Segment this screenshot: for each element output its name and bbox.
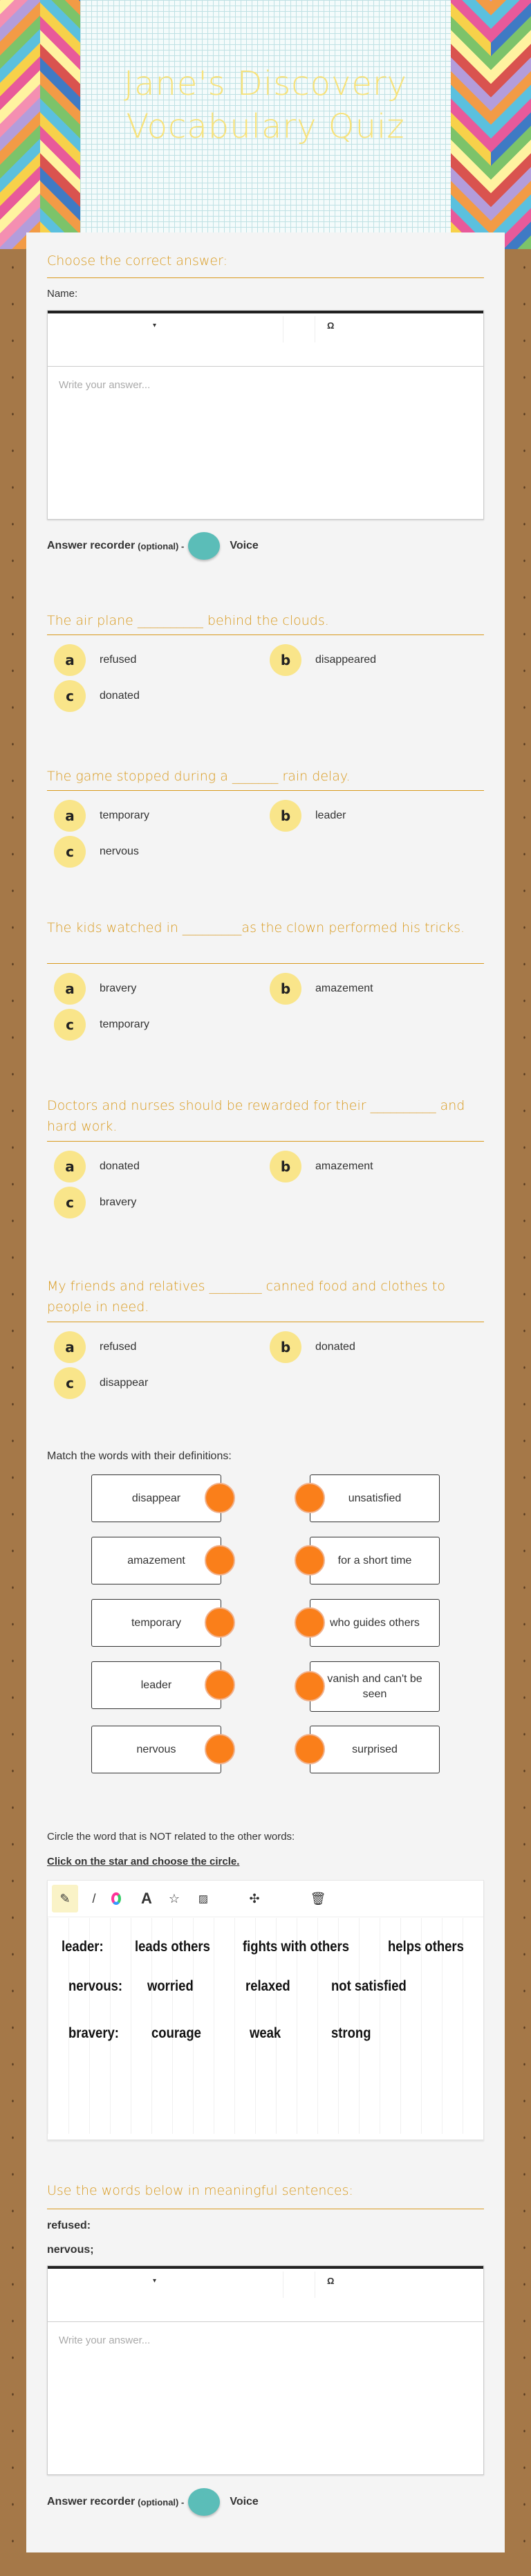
match-definition-box[interactable]: surprised [310, 1726, 440, 1773]
recorder-optional: (optional) - [138, 540, 185, 551]
canvas-word: courage [151, 2025, 201, 2041]
pencil-icon[interactable]: ✎ [52, 1885, 78, 1912]
match-connector-left[interactable] [205, 1607, 235, 1638]
option-letter-bubble[interactable]: c [54, 1009, 86, 1041]
voice-record-button[interactable] [188, 2488, 220, 2516]
answer-option[interactable] [54, 1151, 140, 1182]
match-word-box[interactable]: disappear [91, 1474, 221, 1522]
match-word-box[interactable]: temporary [91, 1599, 221, 1647]
question-text: Doctors and nurses should be rewarded for their __________ and hard work. [47, 1098, 465, 1134]
recorder-label: Answer recorder [47, 540, 136, 551]
answer-option[interactable] [270, 973, 373, 1005]
match-word-box[interactable]: nervous [91, 1726, 221, 1773]
option-letter-bubble[interactable]: b [270, 644, 301, 676]
page-title [80, 62, 451, 148]
option-letter-bubble[interactable]: c [54, 680, 86, 712]
chevron-stripes-right-inner [491, 0, 531, 249]
image-icon[interactable]: ▨ [198, 1893, 209, 1905]
match-connector-left[interactable] [205, 1545, 235, 1575]
option-text: amazement [315, 983, 373, 994]
divider [47, 634, 484, 635]
match-connector-left[interactable] [205, 1734, 235, 1764]
section-heading: Choose the correct answer: [47, 253, 227, 268]
text-tool-icon[interactable]: A [141, 1890, 152, 1907]
move-icon[interactable]: ✣ [249, 1891, 260, 1906]
match-definition-box[interactable]: who guides others [310, 1599, 440, 1647]
canvas-word: bravery: [68, 2025, 119, 2041]
option-text: donated [100, 1160, 140, 1172]
drawing-canvas [47, 1880, 484, 2140]
canvas-word: weak [250, 2025, 281, 2041]
match-connector-right[interactable] [295, 1671, 325, 1701]
answer-option[interactable] [54, 800, 149, 832]
match-word-box[interactable]: amazement [91, 1537, 221, 1584]
answer-option[interactable] [270, 1331, 355, 1363]
word-nervous: nervous; [47, 2244, 94, 2256]
voice-label: Voice [230, 540, 259, 551]
editor-toolbar [48, 2266, 483, 2322]
recorder-optional: (optional) - [138, 2496, 185, 2508]
answer-option[interactable] [54, 644, 136, 676]
worksheet-card [26, 232, 505, 2552]
canvas-word: relaxed [245, 1978, 290, 1994]
option-text: donated [315, 1341, 355, 1353]
question-text: The air plane __________ behind the clouds. [47, 613, 329, 628]
trash-icon[interactable]: 🗑 [310, 1891, 326, 1906]
option-letter-bubble[interactable]: a [54, 1331, 86, 1363]
answer-option[interactable] [270, 800, 346, 832]
format-dropdown-caret-icon[interactable]: ▾ [153, 322, 157, 329]
option-letter-bubble[interactable]: b [270, 973, 301, 1005]
chevron-stripes-left-inner [40, 0, 80, 249]
option-letter-bubble[interactable]: a [54, 973, 86, 1005]
title-line-1: Jane's Discovery [123, 64, 408, 103]
option-letter-bubble[interactable]: b [270, 1151, 301, 1182]
option-text: disappear [100, 1377, 149, 1389]
title-line-2: Vocabulary Quiz [126, 107, 405, 146]
answer-recorder [47, 532, 259, 560]
answer-option[interactable] [54, 973, 136, 1005]
answer-recorder [47, 2488, 259, 2516]
question-text: My friends and relatives ________ canned food and clothes to people in need. [47, 1279, 445, 1315]
match-heading: Match the words with their definitions: [47, 1450, 232, 1462]
option-text: refused [100, 1341, 137, 1353]
option-letter-bubble[interactable]: a [54, 800, 86, 832]
match-connector-right[interactable] [295, 1483, 325, 1513]
answer-option[interactable] [270, 644, 376, 676]
answer-textarea[interactable] [48, 367, 483, 519]
option-text: bravery [100, 1196, 137, 1208]
option-letter-bubble[interactable]: b [270, 800, 301, 832]
answer-textarea[interactable] [48, 2322, 483, 2474]
rich-text-editor [47, 310, 484, 520]
match-connector-left[interactable] [205, 1483, 235, 1513]
answer-option[interactable] [54, 836, 139, 868]
option-text: disappeared [315, 654, 377, 666]
answer-option[interactable] [270, 1151, 373, 1182]
match-definition-box[interactable]: for a short time [310, 1537, 440, 1584]
canvas-area[interactable] [48, 1918, 483, 2134]
option-text: donated [100, 690, 140, 702]
canvas-word: nervous: [68, 1978, 123, 1994]
question-text: The kids watched in _________as the clown performed his tricks. [47, 920, 465, 935]
option-text: temporary [100, 1018, 150, 1030]
option-text: refused [100, 654, 137, 666]
brush-icon[interactable]: / [92, 1891, 96, 1906]
match-word-box[interactable]: leader [91, 1661, 221, 1709]
option-text: temporary [100, 810, 150, 821]
name-label: Name: [47, 288, 78, 300]
canvas-word: not satisfied [331, 1978, 407, 1994]
option-letter-bubble[interactable]: b [270, 1331, 301, 1363]
voice-label: Voice [230, 2496, 259, 2508]
canvas-word: strong [331, 2025, 371, 2041]
option-letter-bubble[interactable]: c [54, 1367, 86, 1399]
option-letter-bubble[interactable]: a [54, 644, 86, 676]
option-text: leader [315, 810, 346, 821]
answer-option[interactable] [54, 1009, 149, 1041]
option-text: nervous [100, 846, 139, 857]
question-text: The game stopped during a _______ rain delay. [47, 769, 351, 784]
answer-option[interactable] [54, 680, 140, 712]
match-connector-right[interactable] [295, 1545, 325, 1575]
canvas-word: helps others [388, 1939, 464, 1955]
star-icon[interactable]: ☆ [168, 1891, 180, 1906]
canvas-word: leader: [62, 1939, 104, 1955]
match-definition-box[interactable]: unsatisfied [310, 1474, 440, 1522]
divider [47, 277, 484, 278]
voice-record-button[interactable] [188, 532, 220, 560]
circle-heading: Circle the word that is NOT related to the other words: [47, 1831, 295, 1843]
option-text: amazement [315, 1160, 373, 1172]
recorder-label: Answer recorder [47, 2496, 136, 2508]
match-connector-right[interactable] [295, 1734, 325, 1764]
rich-text-editor [47, 2265, 484, 2475]
answer-option[interactable] [54, 1187, 136, 1218]
divider [47, 790, 484, 791]
circle-instruction: Click on the star and choose the circle. [47, 1856, 240, 1867]
canvas-word: worried [147, 1978, 194, 1994]
editor-toolbar [48, 311, 483, 367]
option-letter-bubble[interactable]: c [54, 1187, 86, 1218]
format-dropdown-caret-icon[interactable]: ▾ [153, 2277, 157, 2285]
answer-option[interactable] [54, 1367, 148, 1399]
color-picker-icon[interactable] [103, 1885, 129, 1912]
option-letter-bubble[interactable]: c [54, 836, 86, 868]
special-character-button[interactable]: Ω [327, 320, 335, 331]
answer-option[interactable] [54, 1331, 136, 1363]
option-letter-bubble[interactable]: a [54, 1151, 86, 1182]
match-definition-box[interactable]: vanish and can't be seen [310, 1661, 440, 1712]
match-connector-right[interactable] [295, 1607, 325, 1638]
drawing-toolbar [48, 1881, 483, 1917]
option-text: bravery [100, 983, 137, 994]
divider [47, 963, 484, 964]
section-heading: Use the words below in meaningful sentences: [47, 2183, 353, 2198]
divider [47, 1141, 484, 1142]
canvas-word: leads others [135, 1939, 210, 1955]
special-character-button[interactable]: Ω [327, 2276, 335, 2286]
word-refused: refused: [47, 2220, 91, 2231]
match-connector-left[interactable] [205, 1670, 235, 1700]
canvas-word: fights with others [243, 1939, 349, 1955]
